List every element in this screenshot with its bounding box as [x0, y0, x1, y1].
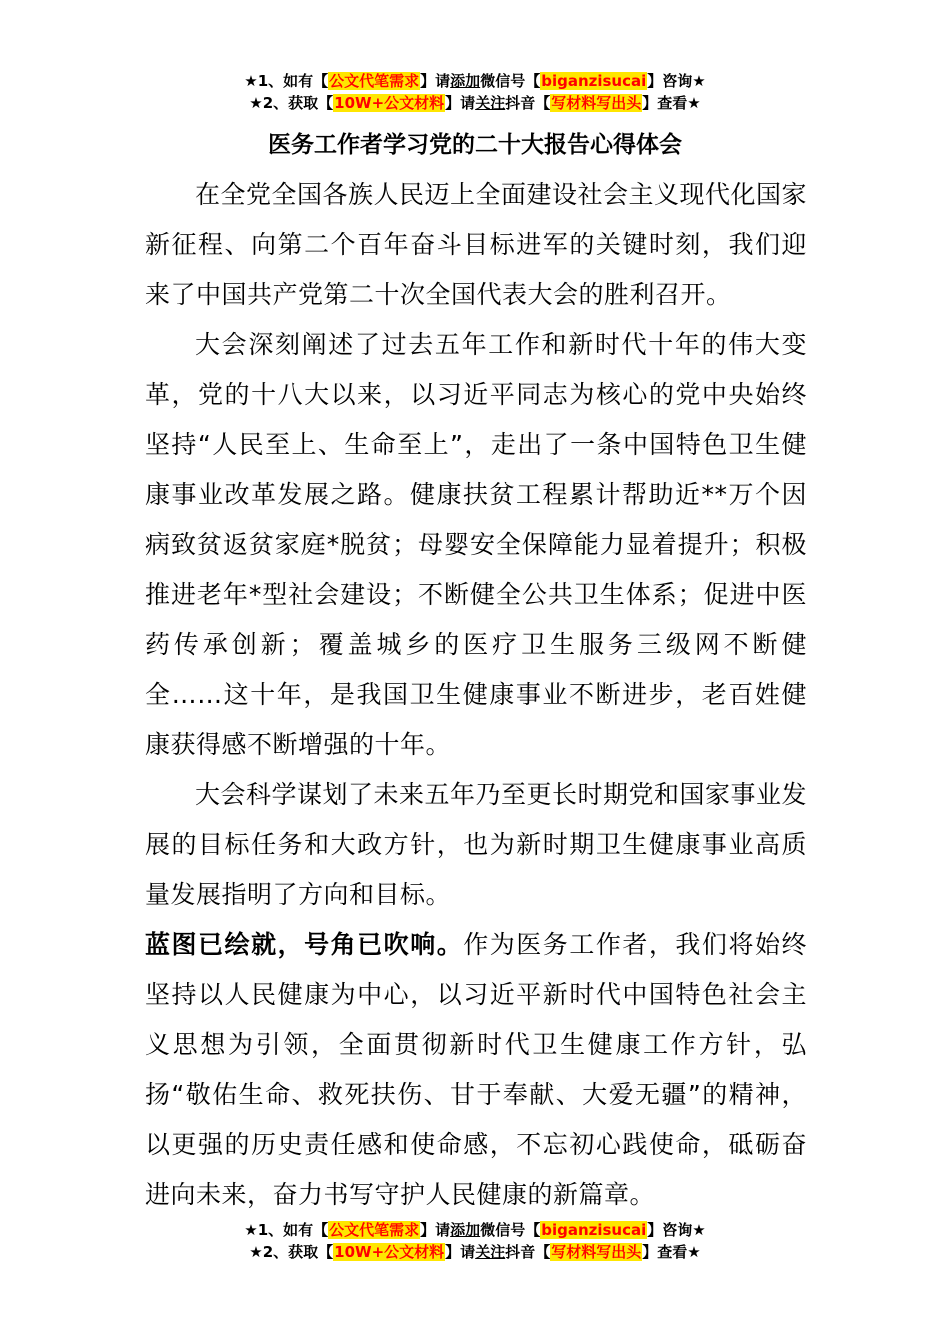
star-icon: ★ — [244, 1221, 258, 1239]
add-text: 添加 — [450, 72, 481, 90]
paragraph-2: 大会深刻阐述了过去五年工作和新时代十年的伟大变革，党的十八大以来，以习近平同志为核心的党中央始终坚持“人民至上、生命至上”，走出了一条中国特色卫生健康事业改革发展之路。健康扶贫工程累计帮助近**万个因病致贫返贫家庭*脱贫；母婴安全保障能力显着提升；积极推进老年*型社会建设；不断健全公共卫生体系；促进中医药传承创新；覆盖城乡的医疗卫生服务三级网不断健全……这十年，是我国卫生健康事业不断进步，老百姓健康获得感不断增强的十年。 — [145, 330, 807, 759]
star-icon: ★ — [687, 94, 701, 112]
promo-text: 2、获取【 — [262, 94, 334, 112]
paragraph-lead: 蓝图已绘就，号角已吹响。 — [145, 930, 464, 959]
service-highlight: 公文代笔需求 — [329, 1221, 420, 1239]
promo-text: 】咨询 — [647, 1221, 693, 1239]
douyin-highlight: 写材料写出头 — [551, 1243, 642, 1261]
star-icon: ★ — [249, 1243, 263, 1261]
page-title: 医务工作者学习党的二十大报告心得体会 — [268, 132, 682, 158]
star-icon: ★ — [244, 72, 258, 90]
wechat-id-highlight: biganzisucai — [541, 1221, 647, 1239]
paragraph-4 — [145, 920, 807, 1220]
promo-text: 】查看 — [642, 94, 688, 112]
star-icon: ★ — [692, 72, 706, 90]
promo-text: 】请 — [445, 94, 476, 112]
promo-text: 1、如有【 — [257, 72, 329, 90]
promo-text: 】查看 — [642, 1243, 688, 1261]
paragraph-body: 作为医务工作者，我们将始终坚持以人民健康为中心，以习近平新时代中国特色社会主义思想为引领，全面贯彻新时代卫生健康工作方针，弘扬“敬佑生命、救死扶伤、甘于奉献、大爱无疆”的精神，以更强的历史责任感和使命感，不忘初心践使命，砥砺奋进向未来，奋力书写守护人民健康的新篇章。 — [145, 930, 807, 1209]
promo-text: 1、如有【 — [257, 1221, 329, 1239]
promo-footer — [0, 1219, 950, 1263]
star-icon: ★ — [249, 94, 263, 112]
promo-line-2 — [0, 92, 950, 114]
promo-text: 抖音【 — [505, 1243, 551, 1261]
material-highlight: 10W+公文材料 — [334, 94, 445, 112]
follow-text: 关注 — [475, 1243, 506, 1261]
paragraph-1: 在全党全国各族人民迈上全面建设社会主义现代化国家新征程、向第二个百年奋斗目标进军的关键时刻，我们迎来了中国共产党第二十次全国代表大会的胜利召开。 — [145, 180, 808, 309]
promo-text: 】请 — [420, 1221, 451, 1239]
star-icon: ★ — [687, 1243, 701, 1261]
douyin-highlight: 写材料写出头 — [551, 94, 642, 112]
material-highlight: 10W+公文材料 — [334, 1243, 445, 1261]
star-icon: ★ — [692, 1221, 706, 1239]
paragraph-3: 大会科学谋划了未来五年乃至更长时期党和国家事业发展的目标任务和大政方针，也为新时期卫生健康事业高质量发展指明了方向和目标。 — [145, 780, 808, 909]
service-highlight: 公文代笔需求 — [329, 72, 420, 90]
add-text: 添加 — [450, 1221, 481, 1239]
wechat-id-highlight: biganzisucai — [541, 72, 647, 90]
document-body — [145, 170, 807, 1220]
promo-text: 微信号【 — [480, 72, 541, 90]
promo-text: 抖音【 — [505, 94, 551, 112]
promo-text: 】请 — [420, 72, 451, 90]
promo-line-1 — [0, 70, 950, 92]
promo-text: 】咨询 — [647, 72, 693, 90]
promo-line-1 — [0, 1219, 950, 1241]
promo-text: 2、获取【 — [262, 1243, 334, 1261]
promo-text: 微信号【 — [480, 1221, 541, 1239]
promo-header — [0, 70, 950, 114]
promo-text: 】请 — [445, 1243, 476, 1261]
follow-text: 关注 — [475, 94, 506, 112]
promo-line-2 — [0, 1241, 950, 1263]
